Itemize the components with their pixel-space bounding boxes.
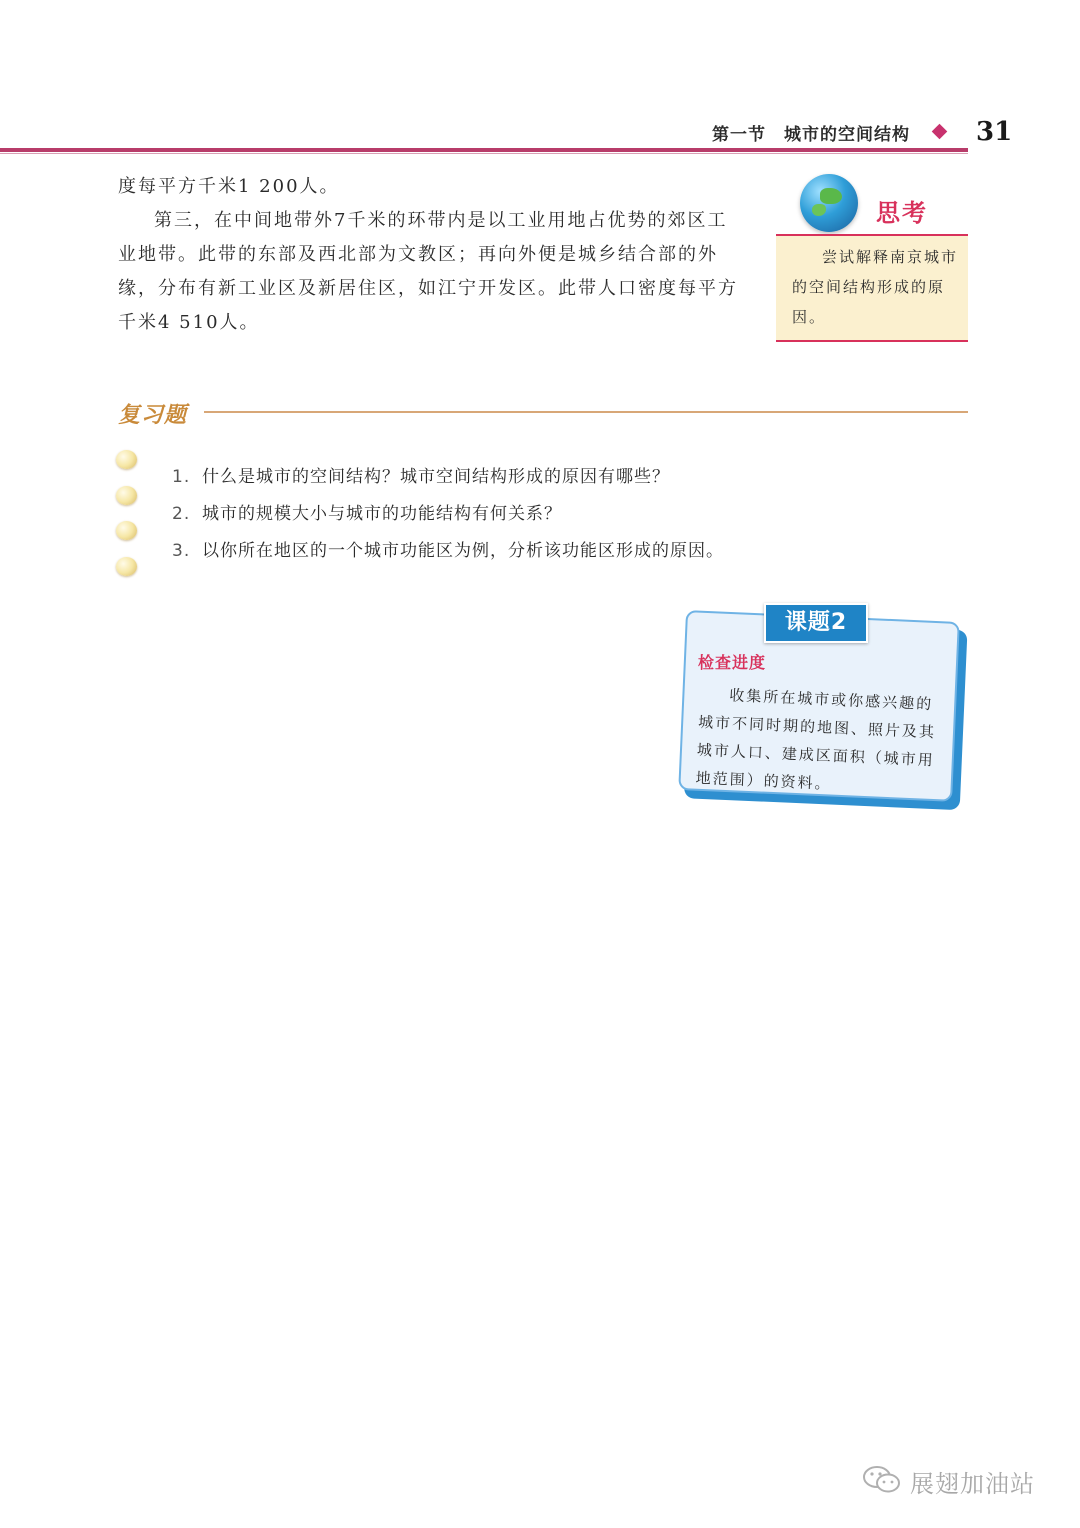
question-text: 以你所在地区的一个城市功能区为例，分析该功能区形成的原因。 (202, 541, 724, 561)
review-title: 复习题 (118, 403, 188, 428)
project-tag: 课题2 (764, 603, 868, 643)
bead-icon (116, 521, 137, 540)
text-line: 度每平方千米1 200人。 (118, 176, 340, 197)
page-number: 31 (976, 117, 1013, 147)
globe-icon (800, 174, 858, 232)
question-text: 什么是城市的空间结构？城市空间结构形成的原因有哪些？ (202, 467, 670, 487)
watermark-text: 展翅加油站 (910, 1470, 1035, 1498)
question-number: 3. (172, 541, 191, 561)
bead-icon (116, 486, 137, 505)
section-title: 第一节 城市的空间结构 (712, 125, 910, 145)
text-paragraph: 第三，在中间地带外7千米的环带内是以工业用地占优势的郊区工业地带。此带的东部及西北部为文教区；再向外便是城乡结合部的外缘，分布有新工业区及新居住区，如江宁开发区。此带人口密度每平方千米4 510人。 (118, 210, 738, 333)
main-text (118, 170, 746, 340)
think-label: 思考 (876, 199, 928, 227)
question-item (172, 536, 724, 561)
header-divider (0, 148, 968, 152)
question-item (172, 462, 670, 487)
wechat-icon (862, 1464, 902, 1494)
project-text (695, 680, 946, 803)
question-number: 1. (172, 467, 191, 487)
project-subtitle: 检查进度 (698, 653, 767, 672)
think-paragraph: 尝试解释南京城市的空间结构形成的原因。 (792, 248, 959, 326)
header-divider-thin (0, 153, 968, 154)
review-divider (204, 411, 968, 413)
diamond-icon (932, 124, 948, 140)
think-text (792, 242, 958, 332)
question-text: 城市的规模大小与城市的功能结构有何关系？ (202, 504, 562, 524)
bead-icon (116, 450, 137, 469)
question-item (172, 499, 562, 524)
project-paragraph: 收集所在城市或你感兴趣的城市不同时期的地图、照片及其城市人口、建成区面积（城市用地范围）的资料。 (695, 686, 937, 793)
question-number: 2. (172, 504, 191, 524)
bead-icon (116, 557, 137, 576)
